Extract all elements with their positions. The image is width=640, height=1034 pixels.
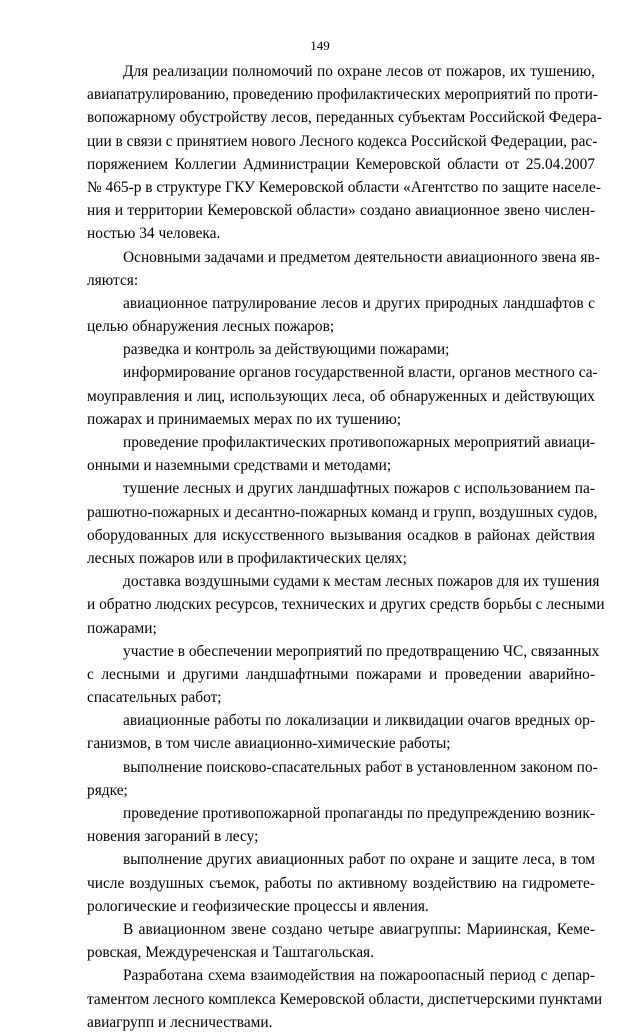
- paragraph: [87, 640, 600, 710]
- paragraph: [87, 802, 595, 848]
- text-line: выполнение поисково-спасательных работ в установленном законом по-: [123, 758, 598, 776]
- text-line: моуправления и лиц, использующих леса, об обнаруженных и действующих: [87, 387, 595, 405]
- text-line: вопожарному обустройству лесов, переданных субъектам Российской Федера-: [87, 109, 602, 127]
- text-line: Разработана схема взаимодействия на пожароопасный период с депар-: [123, 967, 595, 985]
- text-line: ностью 34 человека.: [87, 225, 221, 243]
- text-line: доставка воздушными судами к местам лесных пожаров для их тушения: [123, 573, 600, 591]
- text-line: участие в обеспечении мероприятий по предотвращению ЧС, связанных: [123, 642, 600, 660]
- text-line: рядке;: [87, 781, 128, 799]
- text-line: проведение профилактических противопожарных мероприятий авиаци-: [123, 434, 595, 451]
- text-line: ровская, Междуреченская и Таштагольская.: [87, 944, 374, 962]
- text-line: выполнение других авиационных работ по охране и защите леса, в том: [123, 851, 595, 869]
- paragraph: [87, 918, 595, 964]
- text-line: целью обнаружения лесных пожаров;: [87, 318, 335, 336]
- text-line: ния и территории Кемеровской области» создано авиационное звено числен-: [87, 202, 595, 220]
- text-line: рашютно-пожарных и десантно-пожарных команд и групп, воздушных судов,: [87, 503, 598, 521]
- paragraph: [87, 338, 595, 361]
- paragraph: [87, 848, 595, 918]
- text-line: ганизмов, в том числе авиационно-химические работы;: [87, 735, 451, 753]
- paragraph: [87, 361, 598, 431]
- text-line: авиапатрулированию, проведению профилактических мероприятий по проти-: [87, 86, 599, 104]
- text-line: авиагрупп и лесничествами.: [87, 1013, 273, 1031]
- text-line: проведение противопожарной пропаганды по предупреждению возник-: [123, 805, 595, 822]
- text-line: ляются:: [87, 271, 139, 289]
- paragraph: [87, 292, 595, 338]
- paragraph: [87, 246, 600, 292]
- text-line: таментом лесного комплекса Кемеровской области, диспетчерскими пунктами: [87, 990, 603, 1008]
- text-line: спасательных работ;: [87, 689, 222, 707]
- text-line: и обратно людских ресурсов, технических и других средств борьбы с лесными: [87, 596, 605, 614]
- paragraph: [87, 60, 602, 246]
- paragraph: [87, 756, 598, 802]
- text-line: оборудованных для искусственного вызывания осадков в районах действия: [87, 526, 595, 544]
- text-line: Основными задачами и предметом деятельности авиационного звена яв-: [123, 248, 600, 266]
- paragraph: [87, 431, 595, 477]
- text-line: с лесными и другими ландшафтными пожарами и проведении аварийно-: [87, 665, 595, 683]
- text-line: ции в связи с принятием нового Лесного кодекса Российской Федерации, рас-: [87, 132, 598, 150]
- page-number: 149: [310, 38, 330, 53]
- paragraph: [87, 964, 603, 1034]
- text-line: Для реализации полномочий по охране лесов от пожаров, их тушению,: [123, 63, 595, 80]
- text-line: пожарами;: [87, 619, 157, 637]
- text-line: лесных пожаров или в профилактических целях;: [87, 549, 407, 567]
- body-text: [87, 60, 605, 1034]
- text-line: новения загораний в лесу;: [87, 828, 259, 846]
- text-line: разведка и контроль за действующими пожарами;: [123, 341, 450, 359]
- text-line: онными и наземными средствами и методами;: [87, 457, 392, 475]
- text-line: В авиационном звене создано четыре авиагруппы: Мариинская, Кеме-: [123, 920, 595, 938]
- text-line: числе воздушных съемок, работы по активному воздействию на гидромете-: [87, 874, 595, 892]
- text-line: тушение лесных и других ландшафтных пожаров с использованием па-: [123, 480, 595, 498]
- paragraph: [87, 709, 595, 755]
- paragraph: [87, 570, 605, 640]
- text-line: авиационные работы по локализации и ликвидации очагов вредных ор-: [123, 712, 595, 730]
- paragraph: [87, 477, 598, 570]
- text-line: поряжением Коллегии Администрации Кемеровской области от 25.04.2007: [87, 155, 595, 173]
- text-line: пожарах и принимаемых мерах по их тушению;: [87, 410, 402, 428]
- text-line: авиационное патрулирование лесов и других природных ландшафтов с: [123, 294, 595, 312]
- text-line: № 465-р в структуре ГКУ Кемеровской области «Агентство по защите населе-: [87, 178, 601, 196]
- text-line: информирование органов государственной власти, органов местного са-: [123, 364, 598, 382]
- text-line: рологические и геофизические процессы и явления.: [87, 897, 429, 915]
